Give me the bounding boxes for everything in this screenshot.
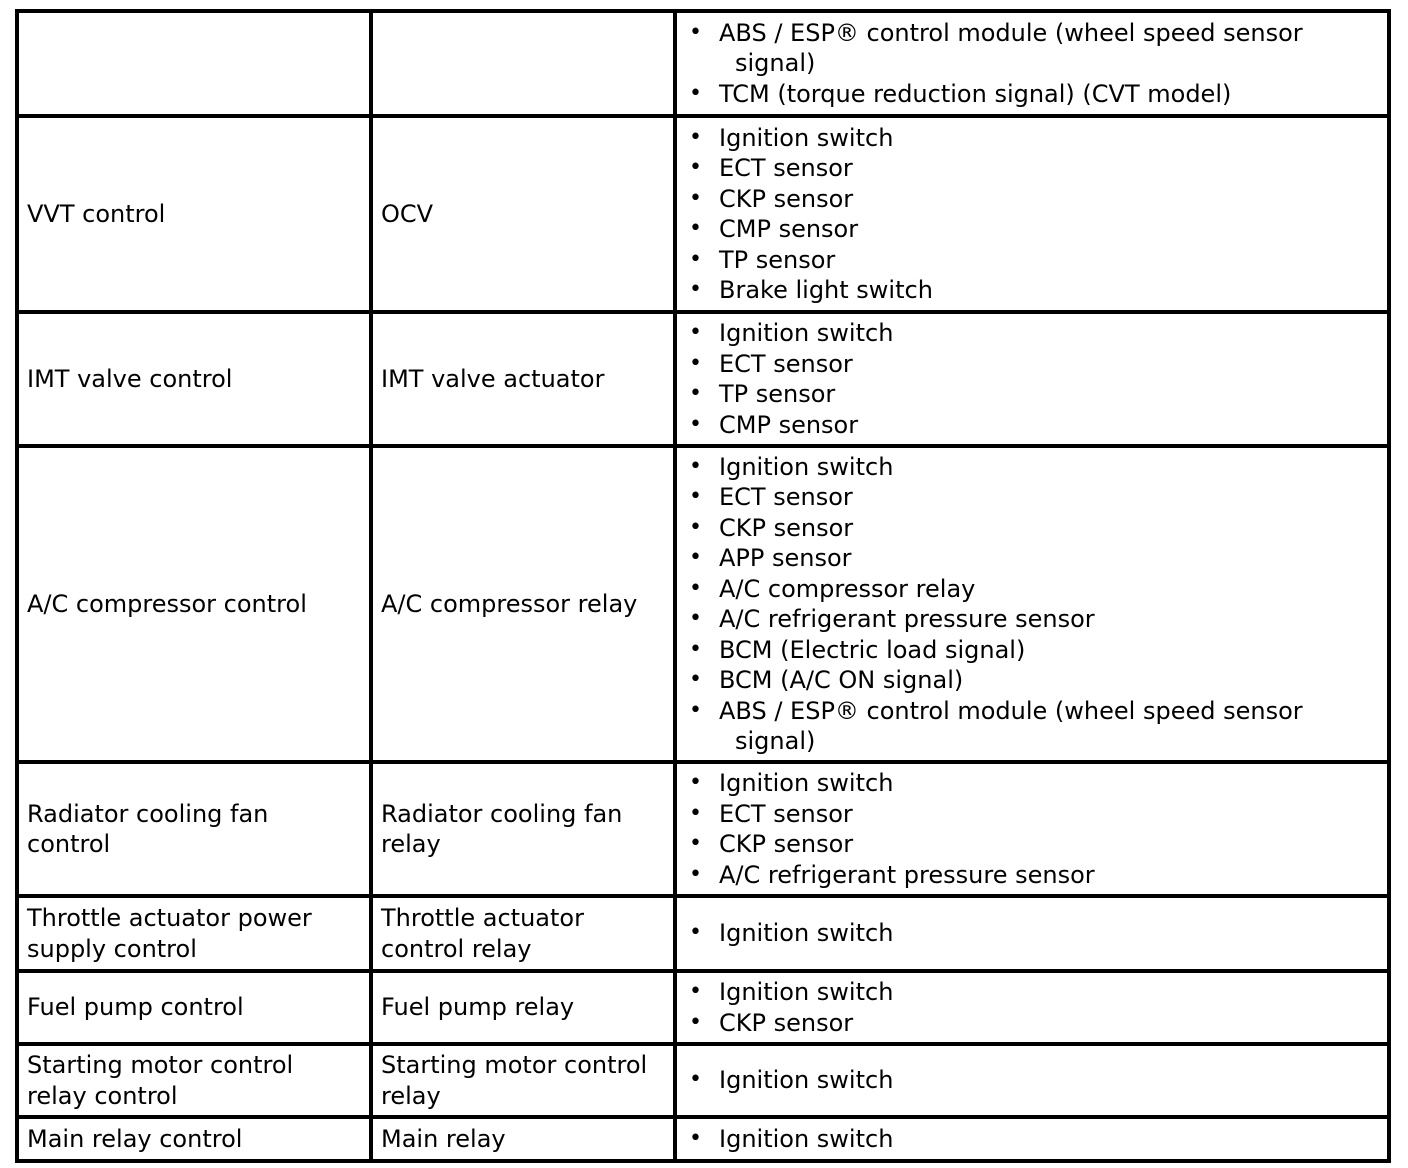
table-row <box>17 312 1389 446</box>
list-item: • ABS / ESP® control module (wheel speed sensor signal) <box>719 696 1387 757</box>
list-item: • ABS / ESP® control module (wheel speed sensor signal) <box>719 18 1387 79</box>
list-item: • Ignition switch <box>719 977 1387 1008</box>
list-item: • Ignition switch <box>719 1065 1387 1096</box>
signals-cell <box>675 896 1389 971</box>
table-row <box>17 11 1389 116</box>
signals-cell <box>675 312 1389 446</box>
list-item: • Ignition switch <box>719 452 1387 483</box>
table-row <box>17 762 1389 896</box>
list-item: • A/C refrigerant pressure sensor <box>719 604 1387 635</box>
signals-cell <box>675 1117 1389 1161</box>
control-cell <box>17 11 371 116</box>
list-item: • CKP sensor <box>719 513 1387 544</box>
list-item: • BCM (A/C ON signal) <box>719 665 1387 696</box>
signal-list <box>685 318 1387 440</box>
actuator-cell: Throttle actuator control relay <box>371 896 675 971</box>
signal-list <box>685 918 1387 949</box>
list-item: • ECT sensor <box>719 799 1387 830</box>
actuator-cell: Fuel pump relay <box>371 971 675 1044</box>
control-cell: VVT control <box>17 116 371 312</box>
control-cell: Throttle actuator power supply control <box>17 896 371 971</box>
actuator-cell: Main relay <box>371 1117 675 1161</box>
list-item: • APP sensor <box>719 543 1387 574</box>
list-item: • TCM (torque reduction signal) (CVT model) <box>719 79 1387 110</box>
list-item: • CKP sensor <box>719 184 1387 215</box>
control-signal-table <box>15 9 1391 1163</box>
signals-cell <box>675 446 1389 762</box>
list-item: • Ignition switch <box>719 318 1387 349</box>
control-cell: IMT valve control <box>17 312 371 446</box>
signals-cell <box>675 1044 1389 1117</box>
list-item: • CMP sensor <box>719 410 1387 441</box>
signal-list <box>685 452 1387 757</box>
control-cell: Radiator cooling fan control <box>17 762 371 896</box>
signal-list <box>685 768 1387 890</box>
actuator-cell: OCV <box>371 116 675 312</box>
signals-cell <box>675 971 1389 1044</box>
table-row <box>17 896 1389 971</box>
signals-cell <box>675 11 1389 116</box>
signal-list <box>685 1124 1387 1155</box>
table-row <box>17 446 1389 762</box>
control-cell: A/C compressor control <box>17 446 371 762</box>
list-item: • Ignition switch <box>719 1124 1387 1155</box>
actuator-cell: Starting motor control relay <box>371 1044 675 1117</box>
signal-list <box>685 123 1387 306</box>
list-item: • A/C compressor relay <box>719 574 1387 605</box>
list-item: • TP sensor <box>719 379 1387 410</box>
list-item: • ECT sensor <box>719 482 1387 513</box>
actuator-cell <box>371 11 675 116</box>
list-item: • BCM (Electric load signal) <box>719 635 1387 666</box>
signals-cell <box>675 762 1389 896</box>
control-cell: Fuel pump control <box>17 971 371 1044</box>
list-item: • Ignition switch <box>719 768 1387 799</box>
table-row <box>17 971 1389 1044</box>
signal-list <box>685 977 1387 1038</box>
table-row <box>17 116 1389 312</box>
list-item: • ECT sensor <box>719 349 1387 380</box>
signal-list <box>685 18 1387 110</box>
list-item: • Ignition switch <box>719 918 1387 949</box>
list-item: • Brake light switch <box>719 275 1387 306</box>
actuator-cell: A/C compressor relay <box>371 446 675 762</box>
actuator-cell: Radiator cooling fan relay <box>371 762 675 896</box>
list-item: • A/C refrigerant pressure sensor <box>719 860 1387 891</box>
signal-list <box>685 1065 1387 1096</box>
list-item: • TP sensor <box>719 245 1387 276</box>
table-row <box>17 1117 1389 1161</box>
list-item: • CKP sensor <box>719 1008 1387 1039</box>
signals-cell <box>675 116 1389 312</box>
list-item: • Ignition switch <box>719 123 1387 154</box>
list-item: • CKP sensor <box>719 829 1387 860</box>
control-cell: Starting motor control relay control <box>17 1044 371 1117</box>
table-row <box>17 1044 1389 1117</box>
list-item: • CMP sensor <box>719 214 1387 245</box>
list-item: • ECT sensor <box>719 153 1387 184</box>
actuator-cell: IMT valve actuator <box>371 312 675 446</box>
control-cell: Main relay control <box>17 1117 371 1161</box>
